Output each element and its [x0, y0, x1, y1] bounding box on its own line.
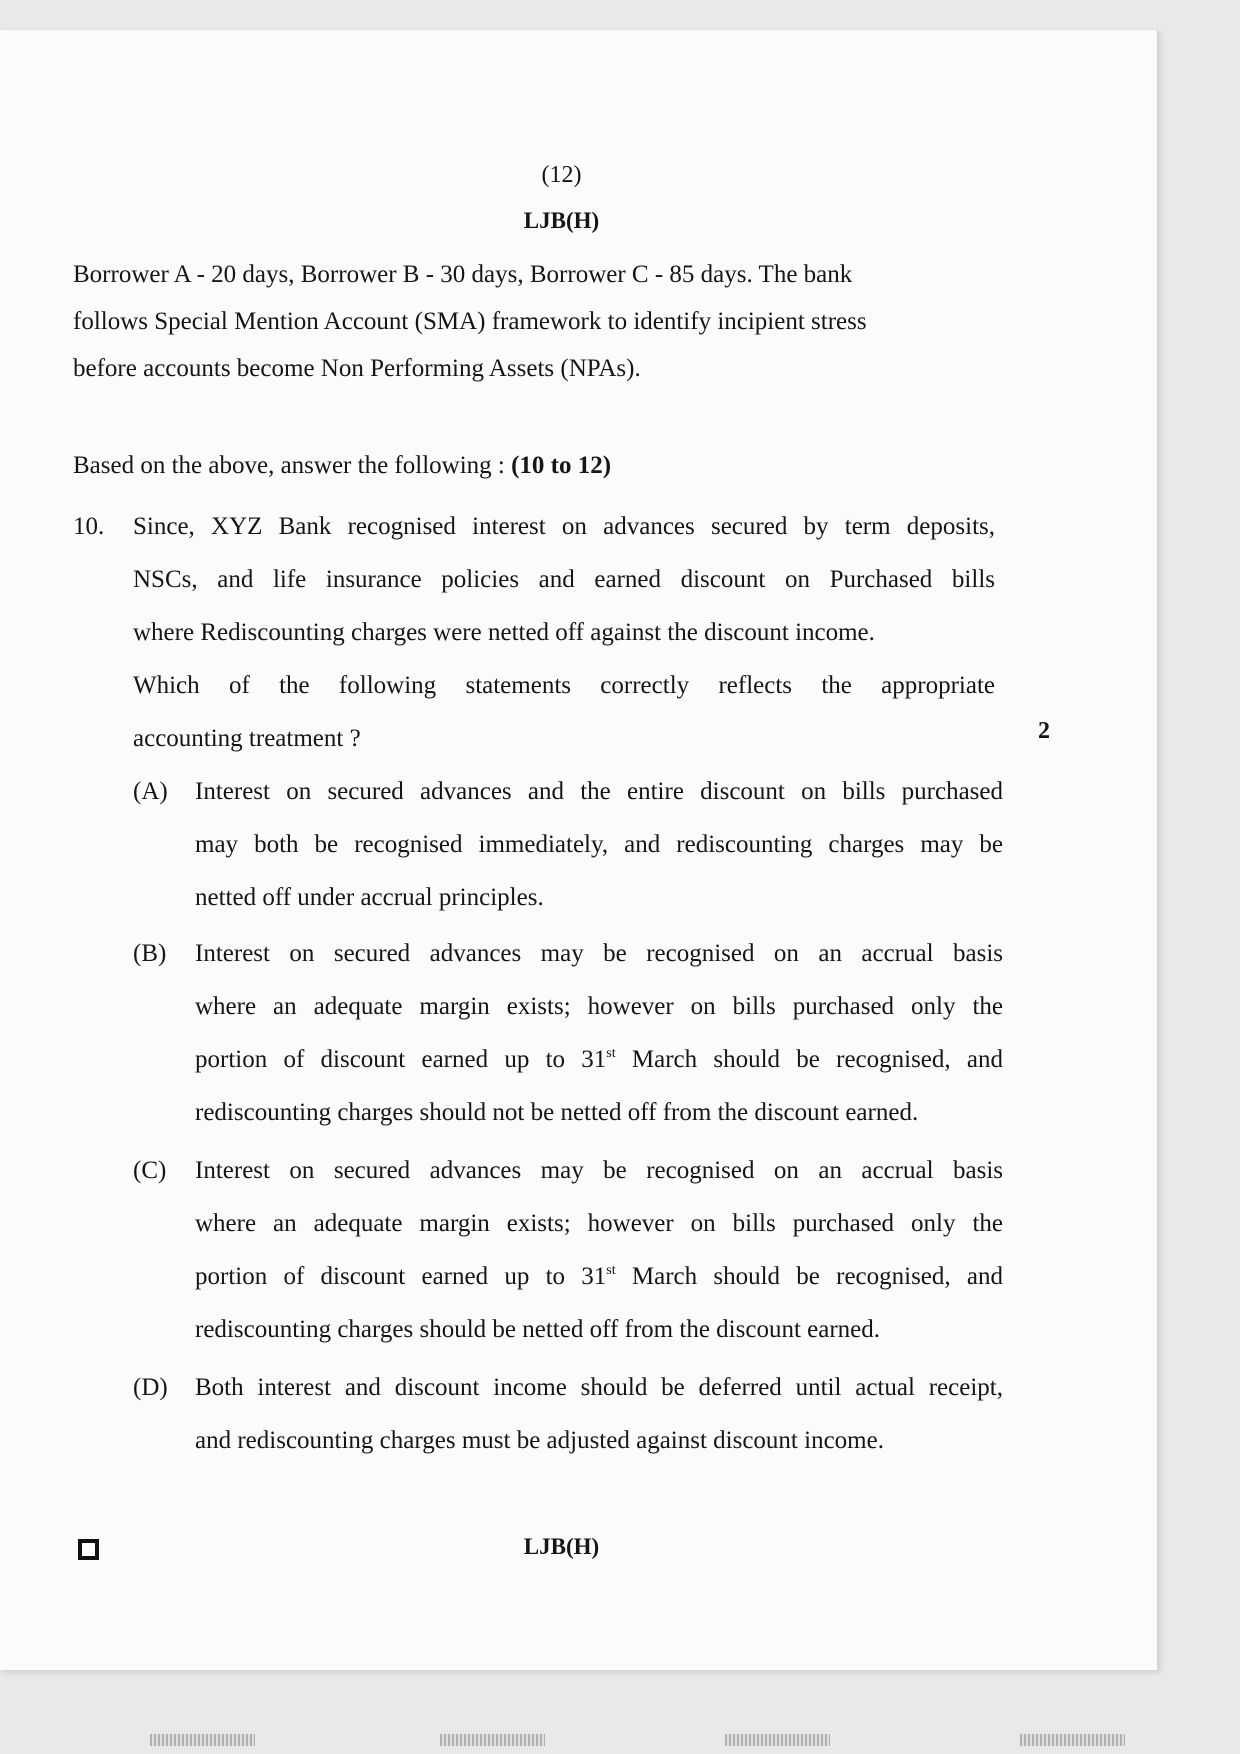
option-line: may both be recognised immediately, and rediscounting charges may be — [195, 831, 1003, 858]
option-line: portion of discount earned up to 31st March should be recognised, and — [195, 1046, 1003, 1073]
marks: 2 — [1038, 718, 1050, 744]
option-line: rediscounting charges should not be netted off from the discount earned. — [195, 1099, 919, 1126]
instruction-text: Based on the above, answer the following : — [73, 452, 512, 479]
question-line: NSCs, and life insurance policies and earned discount on Purchased bills — [133, 566, 995, 593]
question-stem — [133, 500, 995, 765]
scan-mark — [440, 1734, 545, 1746]
scan-mark — [725, 1734, 830, 1746]
option-line: Both interest and discount income should be deferred until actual receipt, — [195, 1374, 1003, 1401]
case-line: before accounts become Non Performing Assets (NPAs). — [73, 355, 641, 382]
page-sheet — [0, 30, 1158, 1670]
case-continuation — [73, 251, 991, 392]
question-line: Since, XYZ Bank recognised interest on advances secured by term deposits, — [133, 513, 995, 540]
instruction — [73, 442, 611, 489]
question-range: (10 to 12) — [511, 452, 612, 479]
option-line: where an adequate margin exists; however on bills purchased only the — [195, 993, 1003, 1020]
scan-artifacts — [0, 1728, 1240, 1754]
option-line: Interest on secured advances may be recognised on an accrual basis — [195, 940, 1003, 967]
ordinal-suffix: st — [606, 1046, 616, 1061]
scan-mark — [150, 1734, 255, 1746]
paper-code-header: LJB(H) — [523, 208, 600, 233]
option-letter: (B) — [133, 940, 167, 967]
option-line: Interest on secured advances may be recognised on an accrual basis — [195, 1157, 1003, 1184]
option-line: rediscounting charges should be netted off from the discount earned. — [195, 1316, 880, 1343]
option-line: portion of discount earned up to 31st March should be recognised, and — [195, 1263, 1003, 1290]
option-line: Interest on secured advances and the entire discount on bills purchased — [195, 778, 1003, 805]
option-letter: (A) — [133, 778, 168, 805]
option-letter: (C) — [133, 1157, 167, 1184]
option-line: and rediscounting charges must be adjusted against discount income. — [195, 1427, 884, 1454]
case-line: Borrower A - 20 days, Borrower B - 30 days, Borrower C - 85 days. The bank — [73, 261, 853, 288]
option-line: netted off under accrual principles. — [195, 884, 544, 911]
scan-mark — [1020, 1734, 1125, 1746]
option-letter: (D) — [133, 1374, 168, 1401]
paper-code-footer: LJB(H) — [523, 1534, 600, 1559]
case-line: follows Special Mention Account (SMA) framework to identify incipient stress — [73, 308, 867, 335]
option-line: where an adequate margin exists; however on bills purchased only the — [195, 1210, 1003, 1237]
question-prompt-line: accounting treatment ? — [133, 725, 361, 752]
question-number: 10. — [73, 513, 105, 540]
question-line: where Rediscounting charges were netted off against the discount income. — [133, 619, 875, 646]
ordinal-suffix: st — [606, 1263, 616, 1278]
page-number: (12) — [541, 162, 582, 188]
question-prompt-line: Which of the following statements correctly reflects the appropriate — [133, 672, 995, 699]
